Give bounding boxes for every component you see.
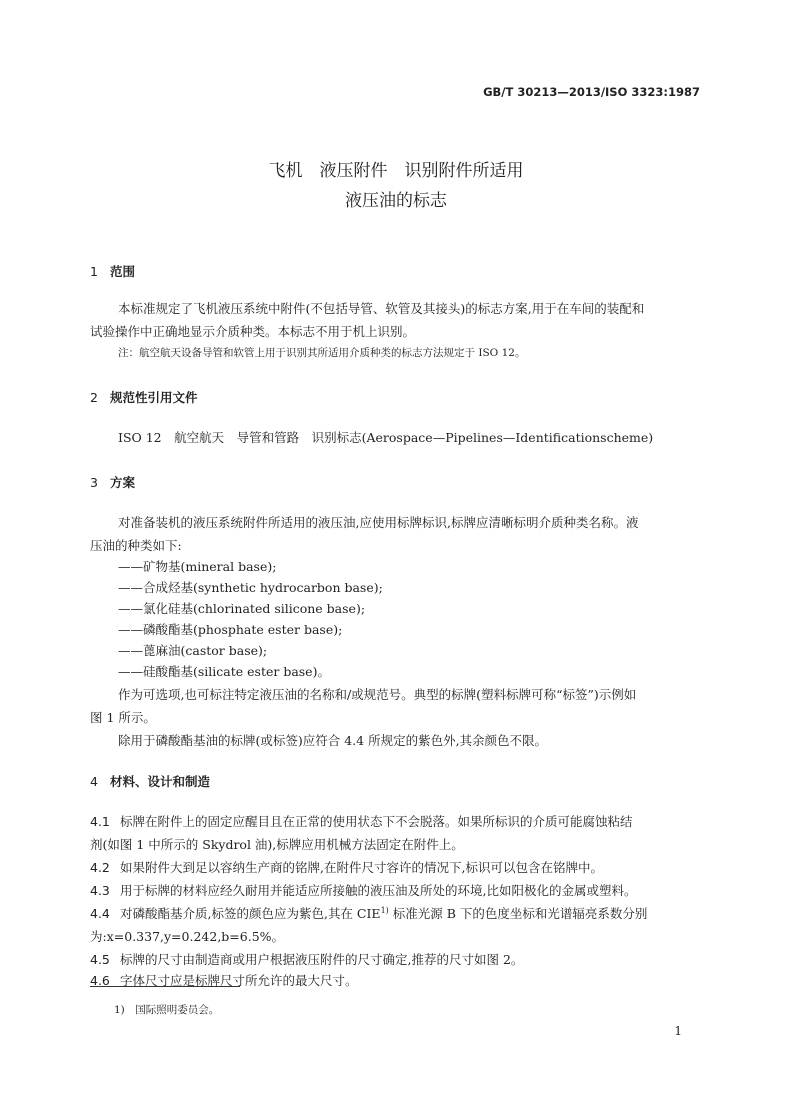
clause-text: 对磷酸酯基介质,标签的颜色应为紫色,其在 CIE: [120, 906, 381, 921]
section-title: 材料、设计和制造: [110, 774, 211, 789]
clause-text: 标牌的尺寸由制造商或用户根据液压附件的尺寸确定,推荐的尺寸如图 2。: [120, 952, 524, 967]
clause-text: 标牌在附件上的固定应醒目且在正常的使用状态下不会脱落。如果所标识的介质可能腐蚀粘结: [120, 814, 633, 829]
clause-text: 用于标牌的材料应经久耐用并能适应所接触的液压油及所处的环境,比如阳极化的金属或塑料。: [120, 883, 637, 898]
section-4-heading: [90, 772, 210, 790]
paragraph: 作为可选项,也可标注特定液压油的名称和/或规范号。典型的标牌(塑料标牌可称“标签”)示例如: [118, 687, 637, 702]
section-number: 1: [90, 264, 98, 279]
footnote-ref: 1): [380, 905, 389, 915]
normative-reference: ISO 12 航空航天 导管和管路 识别标志(Aerospace—Pipelines—Identificationscheme): [118, 430, 654, 445]
list-item: ——磷酸酯基(phosphate ester base);: [118, 622, 343, 637]
paragraph: 本标准规定了飞机液压系统中附件(不包括导管、软管及其接头)的标志方案,用于在车间的装配和: [118, 301, 645, 316]
paragraph: 试验操作中正确地显示介质种类。本标志不用于机上识别。: [90, 324, 416, 339]
clause-4-3: [90, 881, 636, 899]
section-title: 方案: [110, 475, 136, 490]
clause-number: 4.1: [90, 814, 110, 829]
page-number: 1: [674, 1024, 682, 1038]
clause-4-5: [90, 950, 523, 968]
paragraph: 图 1 所示。: [90, 710, 156, 725]
section-title: 规范性引用文件: [110, 390, 198, 405]
paragraph: 压油的种类如下:: [90, 538, 182, 553]
clause-4-2: [90, 858, 603, 876]
list-item: ——合成烃基(synthetic hydrocarbon base);: [118, 580, 383, 595]
page-title-line1: 飞机 液压附件 识别附件所适用: [268, 161, 524, 181]
paragraph: 对准备装机的液压系统附件所适用的液压油,应使用标牌标识,标牌应清晰标明介质种类名称。液: [118, 515, 639, 530]
section-1-heading: [90, 262, 135, 280]
clause-number: 4.3: [90, 883, 110, 898]
section-number: 4: [90, 774, 98, 789]
note: 注：航空航天设备导管和软管上用于识别其所适用介质种类的标志方法规定于 ISO 12。: [118, 347, 526, 359]
clause-number: 4.5: [90, 952, 110, 967]
clause-text-continued: 剂(如图 1 中所示的 Skydrol 油),标牌应用机械方法固定在附件上。: [90, 837, 464, 852]
clause-4-4: [90, 904, 647, 922]
clause-number: 4.4: [90, 906, 110, 921]
footnote: 1) 国际照明委员会。: [114, 1004, 220, 1016]
clause-number: 4.2: [90, 860, 110, 875]
list-item: ——矿物基(mineral base);: [118, 559, 277, 574]
standard-number: GB/T 30213—2013/ISO 3323:1987: [483, 85, 700, 99]
section-number: 3: [90, 475, 98, 490]
section-3-heading: [90, 473, 135, 491]
list-item: ——蓖麻油(castor base);: [118, 643, 268, 658]
clause-text: 标准光源 B 下的色度坐标和光谱辐亮系数分别: [388, 906, 648, 921]
clause-number: 4.6: [90, 973, 110, 988]
list-item: ——硅酸酯基(silicate ester base)。: [118, 664, 330, 679]
section-title: 范围: [110, 264, 136, 279]
clause-text: 字体尺寸应是标牌尺寸所允许的最大尺寸。: [120, 973, 358, 988]
clause-text-continued: 为:x=0.337,y=0.242,b=6.5%。: [90, 929, 285, 944]
section-number: 2: [90, 390, 98, 405]
clause-4-1: [90, 812, 633, 830]
list-item: ——氯化硅基(chlorinated silicone base);: [118, 601, 366, 616]
clause-text: 如果附件大到足以容纳生产商的铭牌,在附件尺寸容许的情况下,标识可以包含在铭牌中。: [120, 860, 603, 875]
footnote-divider: [90, 986, 240, 987]
page-title-line2: 液压油的标志: [345, 191, 447, 211]
paragraph: 除用于磷酸酯基油的标牌(或标签)应符合 4.4 所规定的紫色外,其余颜色不限。: [118, 733, 548, 748]
section-2-heading: [90, 388, 198, 406]
